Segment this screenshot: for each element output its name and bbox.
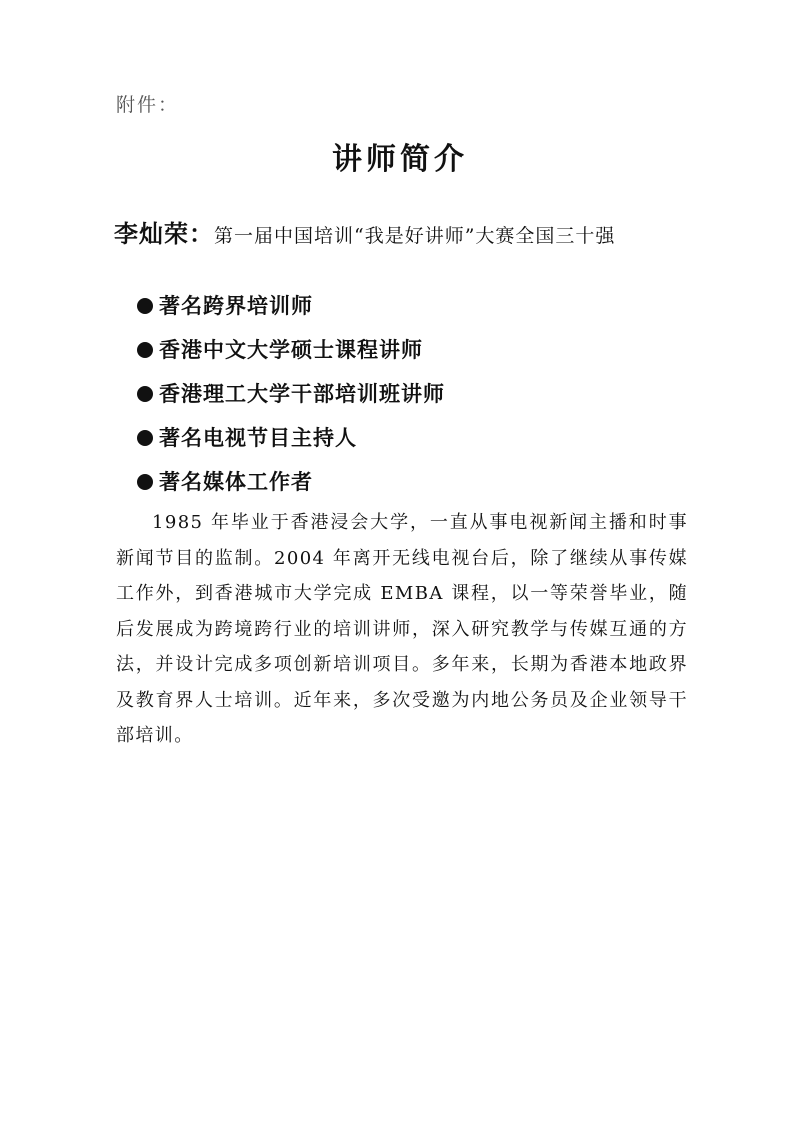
- page-title: 讲师简介: [332, 142, 468, 177]
- bullet-icon: [137, 298, 153, 314]
- credential-item: [137, 328, 445, 372]
- attachment-label: 附件：: [116, 94, 180, 116]
- credentials-list: [137, 284, 445, 504]
- credential-label: 著名电视节目主持人: [159, 425, 357, 450]
- lecturer-name: 李灿荣：: [114, 219, 214, 248]
- bullet-icon: [137, 386, 153, 402]
- credential-label: 著名媒体工作者: [159, 469, 313, 494]
- lecturer-award: 第一届中国培训“我是好讲师”大赛全国三十强: [214, 225, 616, 247]
- credential-label: 著名跨界培训师: [159, 293, 313, 318]
- credential-item: [137, 372, 445, 416]
- bullet-icon: [137, 342, 153, 358]
- biography-paragraph: 1985 年毕业于香港浸会大学，一直从事电视新闻主播和时事新闻节目的监制。2004 年离开无线电视台后，除了继续从事传媒工作外，到香港城市大学完成 EMBA 课程，以一等荣誉毕业，随后发展成为跨境跨行业的培训讲师，深入研究教学与传媒互通的方法，并设计完成多项创新培训项目。多年来，长期为香港本地政界及教育界人士培训。近年来，多次受邀为内地公务员及企业领导干部培训。: [116, 512, 688, 746]
- credential-item: [137, 460, 445, 504]
- bullet-icon: [137, 474, 153, 490]
- bullet-icon: [137, 430, 153, 446]
- credential-label: 香港中文大学硕士课程讲师: [159, 337, 423, 362]
- credential-item: [137, 416, 445, 460]
- credential-label: 香港理工大学干部培训班讲师: [159, 381, 445, 406]
- credential-item: [137, 284, 445, 328]
- lecturer-line: [114, 214, 615, 249]
